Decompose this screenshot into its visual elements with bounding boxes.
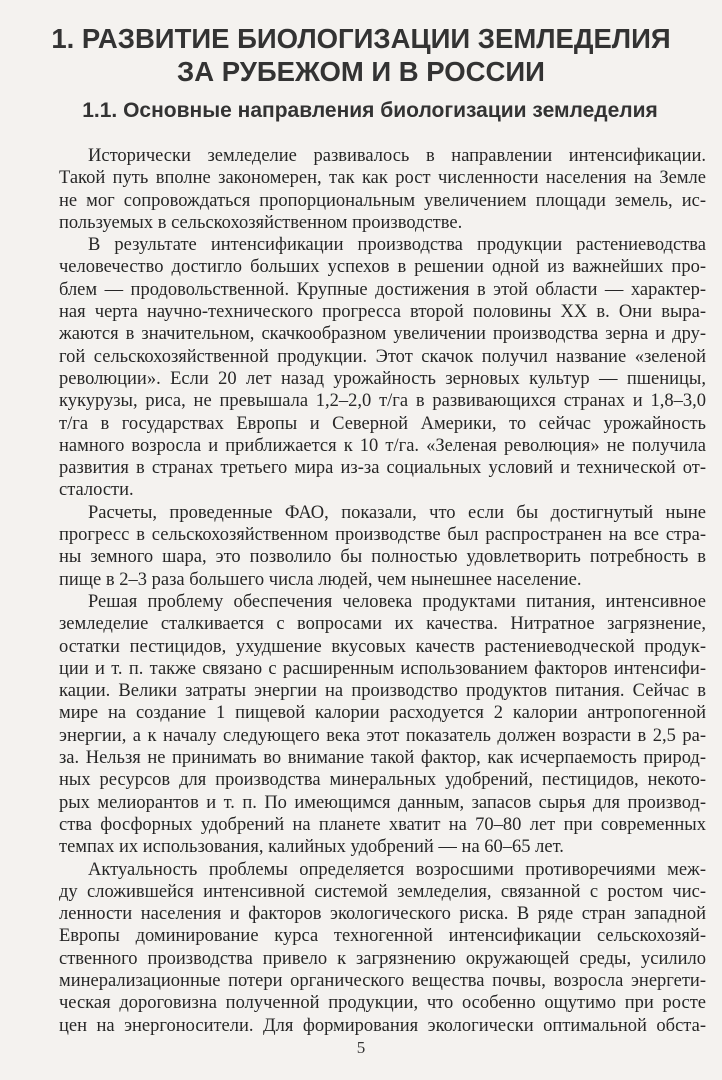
text-line: пользуемых в сельскохозяйственном производстве. — [59, 212, 463, 233]
text-line: энергии, а к началу следующего века этот показатель должен возрасти в 2,5 ра- — [59, 725, 706, 746]
text-line: гой сельскохозяйственной продукции. Этот скачок получил название «зеленой — [59, 346, 706, 367]
section-title: 1.1. Основные направления биологизации земледелия — [82, 99, 658, 122]
text-line: революции». Если 20 лет назад урожайность зерновых культур — пшеницы, — [59, 368, 706, 389]
text-line: прогресс в сельскохозяйственном производстве был распространен на все стра- — [59, 525, 706, 546]
text-line: блем — продовольственной. Крупные достижения в этой области — характер- — [59, 279, 706, 300]
page-number: 5 — [356, 1038, 366, 1057]
text-line: темпах их использования, калийных удобрений — на 60–65 лет. — [59, 837, 564, 858]
text-line: человечество достигло больших успехов в решении одной из важнейших про- — [59, 257, 706, 278]
text-line: В результате интенсификации производства продукции растениеводства — [88, 235, 706, 256]
chapter-title-line: 1. РАЗВИТИЕ БИОЛОГИЗАЦИИ ЗЕМЛЕДЕЛИЯ — [51, 23, 671, 54]
text-line: ции и т. п. также связано с расширенным использованием факторов интенсифи- — [59, 658, 706, 679]
text-line: цен на энергоносители. Для формирования экологически оптимальной обста- — [59, 1015, 706, 1036]
text-line: ных ресурсов для производства минеральных удобрений, пестицидов, некото- — [59, 770, 706, 791]
text-line: ческая дороговизна полученной продукции, что особенно ощутимо при росте — [59, 993, 706, 1014]
text-line: развития в странах третьего мира из-за социальных условий и технической от- — [59, 458, 706, 479]
text-line: мире на создание 1 пищевой калории расходуется 2 калории антропогенной — [59, 703, 706, 724]
text-line: Расчеты, проведенные ФАО, показали, что если бы достигнутый ныне — [88, 502, 706, 523]
text-line: минерализационные потери органического вещества почвы, возросла энергети- — [59, 970, 706, 991]
text-line: кации. Велики затраты энергии на производство продуктов питания. Сейчас в — [59, 681, 706, 702]
body-text — [59, 145, 706, 1037]
text-line: не мог сопровождаться пропорциональным увеличением площади земель, ис- — [59, 190, 706, 211]
text-line: ства фосфорных удобрений на планете хватит на 70–80 лет при современных — [59, 814, 706, 835]
text-line: за. Нельзя не принимать во внимание такой фактор, как исчерпаемость природ- — [59, 748, 706, 769]
text-line: рых мелиорантов и т. п. По имеющимся данным, запасов сырья для производ- — [59, 792, 706, 813]
text-line: пище в 2–3 раза большего числа людей, чем нынешнее население. — [59, 569, 582, 590]
text-line: сталости. — [59, 480, 134, 501]
text-line: ственного производства привело к загрязнению окружающей среды, усилило — [59, 948, 706, 969]
text-line: Актуальность проблемы определяется возросшими противоречиями меж- — [88, 859, 706, 880]
text-line: кукурузы, риса, не превышала 1,2–2,0 т/га в развивающихся странах и 1,8–3,0 — [59, 391, 706, 412]
text-line: Исторически земледелие развивалось в направлении интенсификации. — [88, 146, 706, 166]
text-line: намного возросла и приближается к 10 т/га. «Зеленая революция» не получила — [59, 435, 706, 456]
text-line: ная черта научно-технического прогресса второй половины XX в. Они выра- — [59, 302, 706, 323]
text-line: ленности населения и факторов экологического риска. В ряде стран западной — [59, 904, 706, 925]
text-line: Европы доминирование курса техногенной интенсификации сельскохозяй- — [59, 926, 706, 947]
text-line: ны земного шара, это позволило бы полностью удовлетворить потребность в — [59, 547, 706, 568]
text-line: т/га в государствах Европы и Северной Америки, то сейчас урожайность — [59, 413, 706, 434]
text-line: Такой путь вполне закономерен, так как рост численности населения на Земле — [59, 168, 706, 189]
text-line: Решая проблему обеспечения человека продуктами питания, интенсивное — [88, 591, 706, 612]
text-line: земледелие сталкивается с вопросами их качества. Нитратное загрязнение, — [59, 614, 706, 635]
chapter-title-line: ЗА РУБЕЖОМ И В РОССИИ — [177, 56, 545, 87]
text-line: ду сложившейся интенсивной системой земледелия, связанной с ростом чис- — [59, 881, 706, 902]
text-line: жаются в значительном, скачкообразном увеличении производства зерна и дру- — [59, 324, 706, 345]
chapter-title — [40, 22, 682, 88]
text-line: остатки пестицидов, ухудшение вкусовых качеств растениеводческой продук- — [59, 636, 706, 657]
